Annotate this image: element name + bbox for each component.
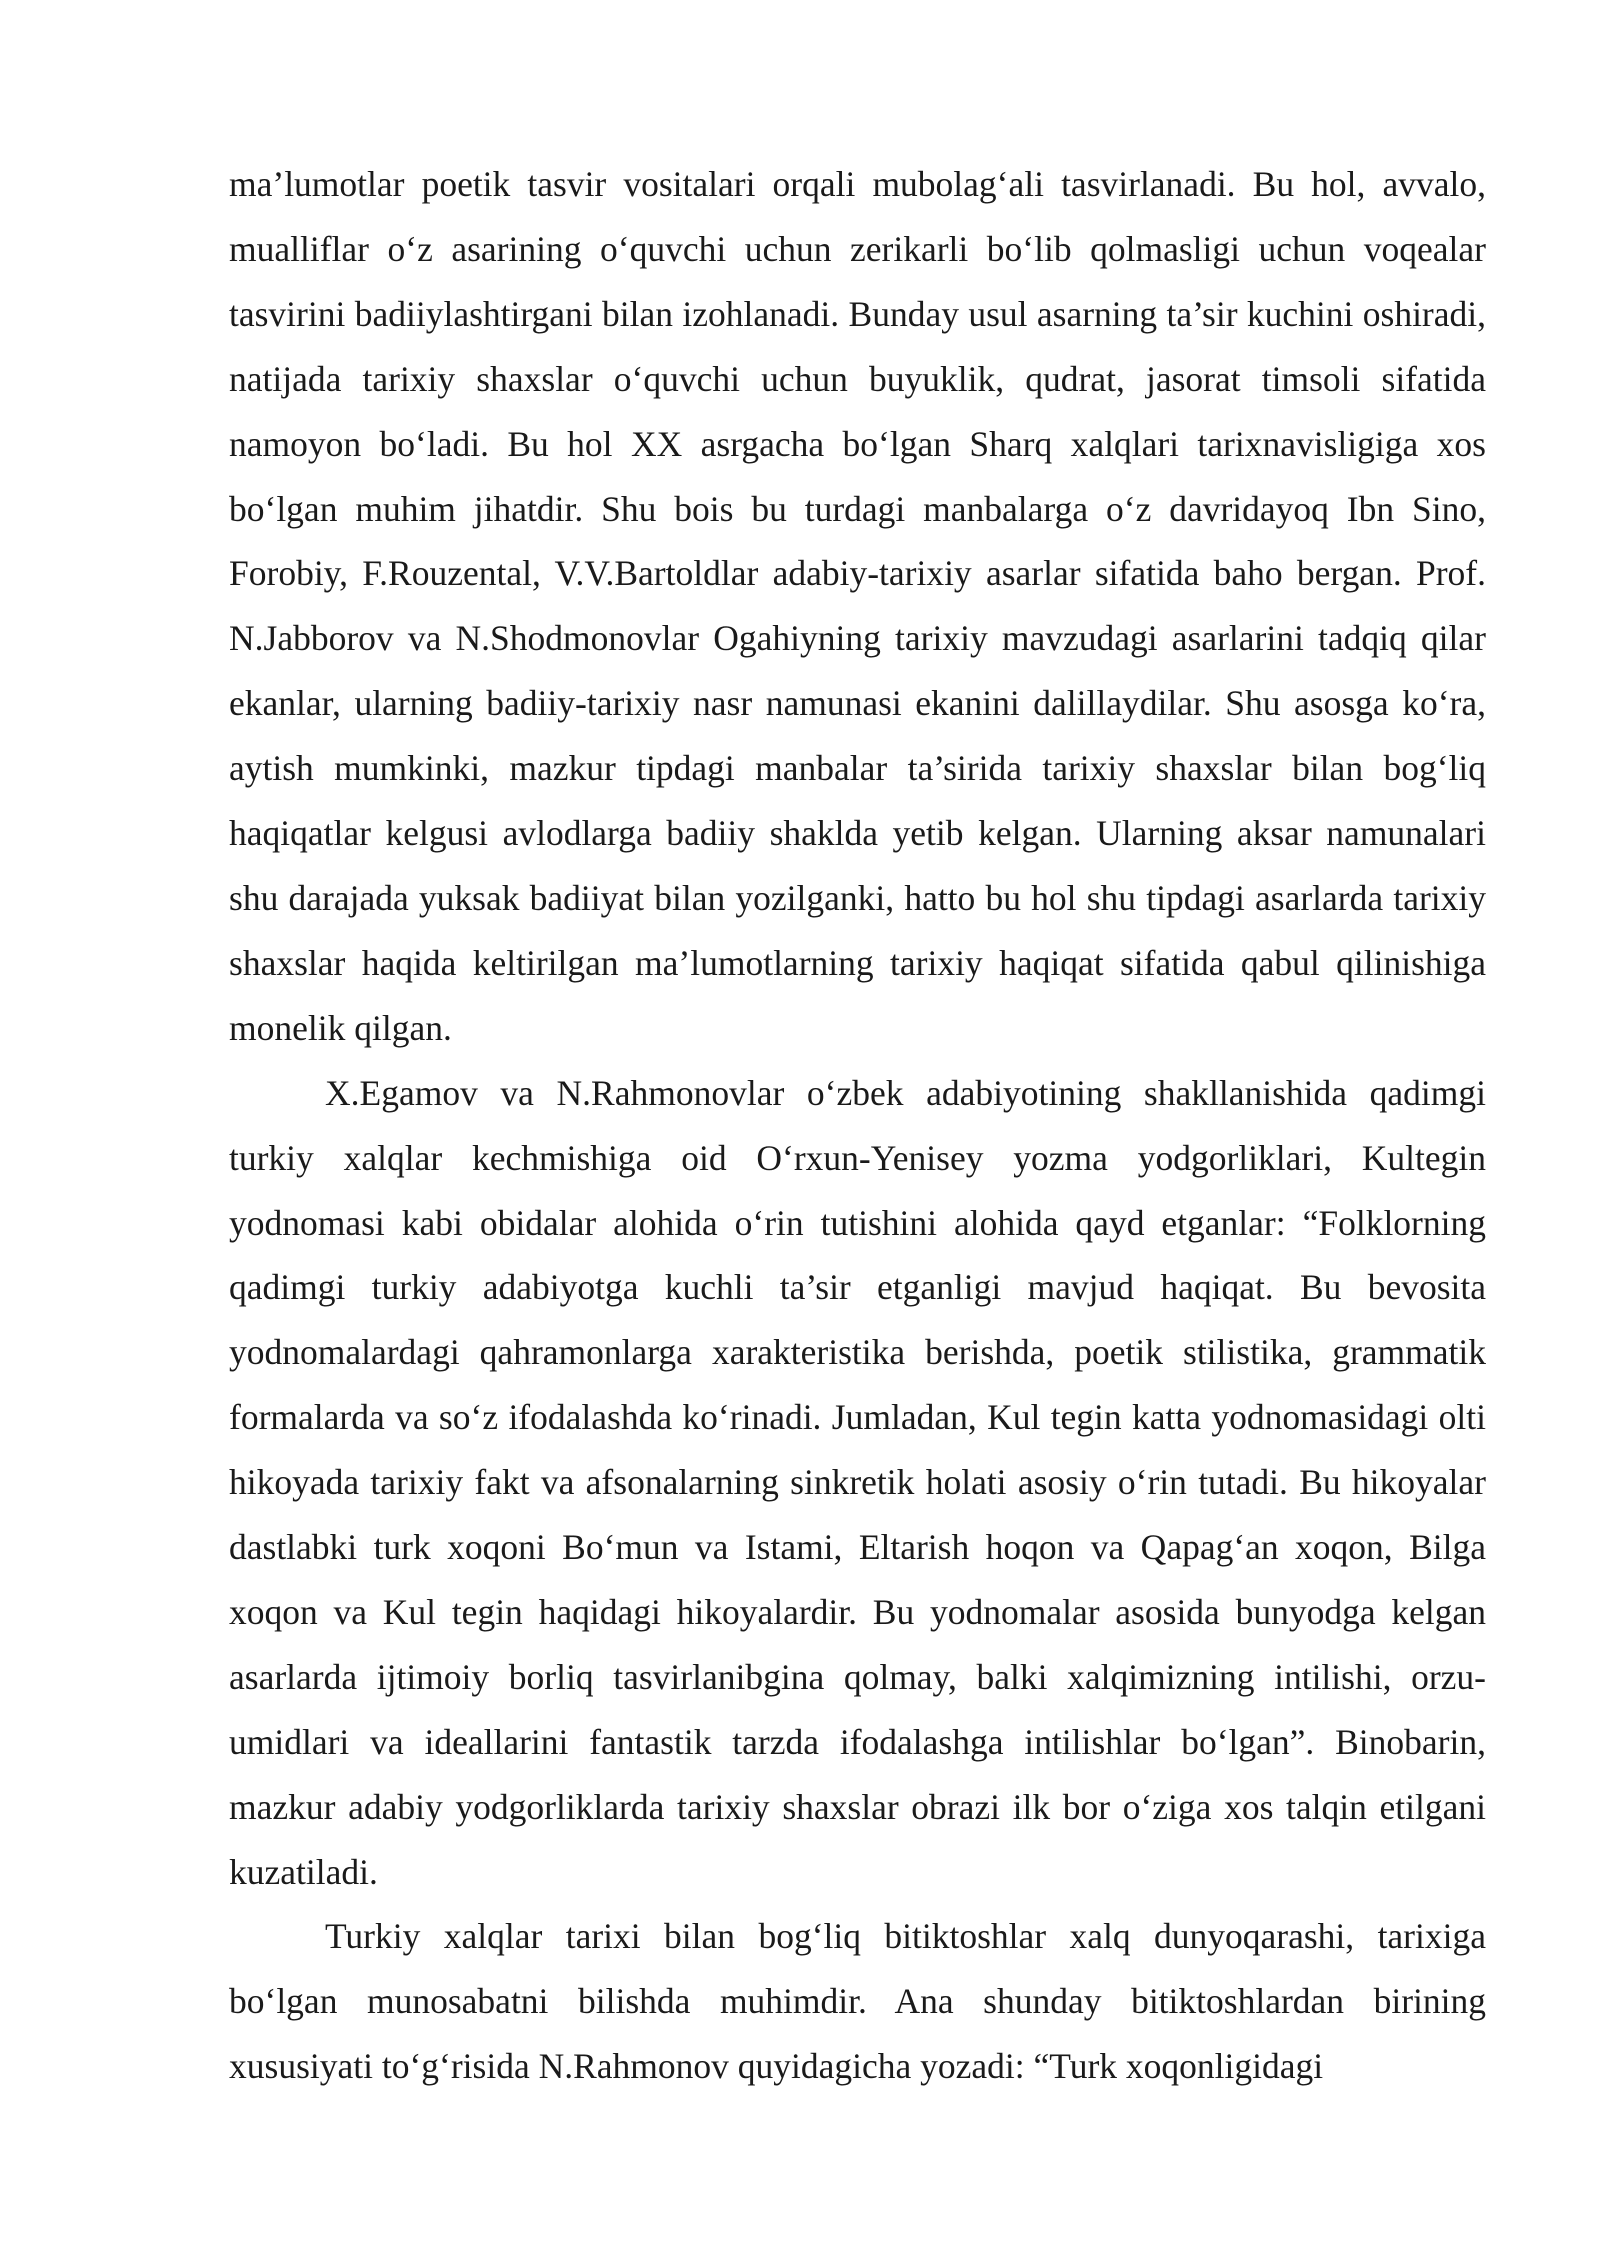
paragraph-1: ma’lumotlar poetik tasvir vositalari orqali mubolag‘ali tasvirlanadi. Bu hol, avvalo, mualliflar o‘z asarining o‘quvchi uchun zerikarli bo‘lib qolmasligi uchun voqealar tasvirini badiiylashtirgani bilan izohlanadi. Bunday usul asarning ta’sir kuchini oshiradi, natijada tarixiy shaxslar o‘quvchi uchun buyuklik, qudrat, jasorat timsoli sifatida namoyon bo‘ladi. Bu hol XX asrgacha bo‘lgan Sharq xalqlari tarixnavisligiga xos bo‘lgan muhim jihatdir. Shu bois bu turdagi manbalarga o‘z davridayoq Ibn Sino, Forobiy, F.Rouzental, V.V.Bartoldlar adabiy-tarixiy asarlar sifatida baho bergan. Prof. N.Jabborov va N.Shodmonovlar Ogahiyning tarixiy mavzudagi asarlarini tadqiq qilar ekanlar, ularning badiiy-tarixiy nasr namunasi ekanini dalillaydilar. Shu asosga ko‘ra, aytish mumkinki, mazkur tipdagi manbalar ta’sirida tarixiy shaxslar bilan bog‘liq haqiqatlar kelgusi avlodlarga badiiy shaklda yetib kelgan. Ularning aksar namunalari shu darajada yuksak badiiyat bilan yozilganki, hatto bu hol shu tipdagi asarlarda tarixiy shaxslar haqida keltirilgan ma’lumotlarning tarixiy haqiqat sifatida qabul qilinishiga monelik qilgan. (229, 164, 1486, 1048)
paragraph-2: X.Egamov va N.Rahmonovlar o‘zbek adabiyotining shakllanishida qadimgi turkiy xalqlar kechmishiga oid O‘rxun-Yenisey yozma yodgorliklari, Kultegin yodnomasi kabi obidalar alohida o‘rin tutishini alohida qayd etganlar: “Folklorning qadimgi turkiy adabiyotga kuchli ta’sir etganligi mavjud haqiqat. Bu bevosita yodnomalardagi qahramonlarga xarakteristika berishda, poetik stilistika, grammatik formalarda va so‘z ifodalashda ko‘rinadi. Jumladan, Kul tegin katta yodnomasidagi olti hikoyada tarixiy fakt va afsonalarning sinkretik holati asosiy o‘rin tutadi. Bu hikoyalar dastlabki turk xoqoni Bo‘mun va Istami, Eltarish hoqon va Qapag‘an xoqon, Bilga xoqon va Kul tegin haqidagi hikoyalardir. Bu yodnomalar asosida bunyodga kelgan asarlarda ijtimoiy borliq tasvirlanibgina qolmay, balki xalqimizning intilishi, orzu-umidlari va ideallarini fantastik tarzda ifodalashga intilishlar bo‘lgan”. Binobarin, mazkur adabiy yodgorliklarda tarixiy shaxslar obrazi ilk bor o‘ziga xos talqin etilgani kuzatiladi. (229, 1072, 1486, 1892)
document-body (229, 152, 1486, 2099)
paragraph-3: Turkiy xalqlar tarixi bilan bog‘liq bitiktoshlar xalq dunyoqarashi, tarixiga bo‘lgan munosabatni bilishda muhimdir. Ana shunday bitiktoshlardan birining xususiyati to‘g‘risida N.Rahmonov quyidagicha yozadi: “Turk xoqonligidagi (229, 1916, 1486, 2087)
